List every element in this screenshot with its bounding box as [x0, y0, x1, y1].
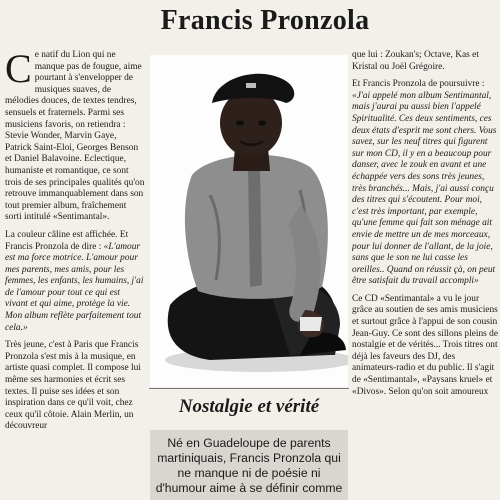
article-title: Francis Pronzola — [160, 5, 370, 36]
paragraph — [352, 79, 498, 288]
paragraph-text: Et Francis Pronzola de poursuivre : — [352, 79, 485, 90]
drop-cap: C — [5, 50, 32, 91]
lead-paragraph: Né en Guadeloupe de parents martiniquais, Francis Pronzola qui ne manque ni de poésie ni d'humour aime à se définir comme — [150, 430, 348, 500]
paragraph — [352, 50, 498, 73]
paragraph — [352, 294, 498, 398]
article-column-right — [352, 50, 498, 500]
paragraph-text: La couleur câline est affichée. Et Francis Pronzola de dire : — [5, 229, 129, 252]
article-column-left — [5, 50, 145, 500]
paragraph-text: Très jeune, c'est à Paris que Francis Pronzola s'est mis à la musique, en artiste quasi complet. Il compose lui même ses harmonies et écrit ses textes. Il puise ses idées et son inspiration dans ce qu'il voit, chez ceux qu'il côtoie. Alain Merlin, un découvreur — [5, 340, 141, 432]
quote-text: «J'ai appelé mon album Sentimantal, mais j'aurai pu aussi bien l'appelé Spiritualité. Ces deux sentiments, ces deux états d'esprit me sont chers. Vous savez, sur les neuf titres qui figurent sur mon CD, il y en a beaucoup pour danser, avec le zouk en avant et une échappée vers des sons très jeunes, très branchés... Mais, j'ai aussi conçu des titres qui s'écoutent. Pour moi, c'est très important, par exemple, qu'une femme qui fait son ménage ait envie de mettre un de mes morceaux, pour lui donner de l'allant, de la joie, sans que le son ne lui casse les oreilles.. Quand on réussit çà, on peut être satisfait du travail accompli» — [352, 90, 497, 287]
headline-container — [150, 392, 348, 424]
paragraph — [5, 50, 145, 224]
paragraph — [5, 230, 145, 334]
quote-text: «L'amour est ma force motrice. L'amour pour mes parents, mes amis, pour les femmes, les enfants, les humains, j'ai de l'amour pour tout ce qui est vivant et qui aime, protège la vie. Mon album reflète parfaitement tout cela.» — [5, 241, 144, 333]
portrait-photo — [150, 55, 348, 387]
portrait-illustration — [150, 55, 348, 387]
paragraph-text: que lui : Zoukan's; Octave, Kas et Kristal ou Joël Grégoire. — [352, 50, 479, 72]
paragraph — [5, 340, 145, 433]
divider — [149, 388, 349, 389]
section-headline: Nostalgie et vérité — [178, 396, 320, 417]
paragraph-text: e natif du Lion qui ne manque pas de fougue, aime pourtant à s'envelopper de musiques suaves, de mélodies douces, de textes tendres, sensuels et fraternels. Parmi ses musiciens favoris, on retiendra : Stevie Wonder, Marvin Gaye, Patrick Saint-Eloi, Georges Benson et Daniel Balavoine. Eclectique, humaniste et romantique, ce sont trois de ses principales qualités qu'on retrouve immanquablement dans son tout premier album, fraîchement sorti intitulé «Sentimantal». — [5, 50, 145, 223]
paragraph-text: Ce CD «Sentimantal» a vu le jour grâce au soutien de ses amis musiciens et surtout grâce à l'appui de son cousin Jean-Guy. Ce sont des sillons pleins de nostalgie et de vérités... Trois titres ont déjà les faveurs des DJ, des animateurs-radio et du public. Il s'agit de «Sentimantal», «Paysans kruel» et «Divos». Selon qu'on soit amoureux — [352, 293, 498, 397]
